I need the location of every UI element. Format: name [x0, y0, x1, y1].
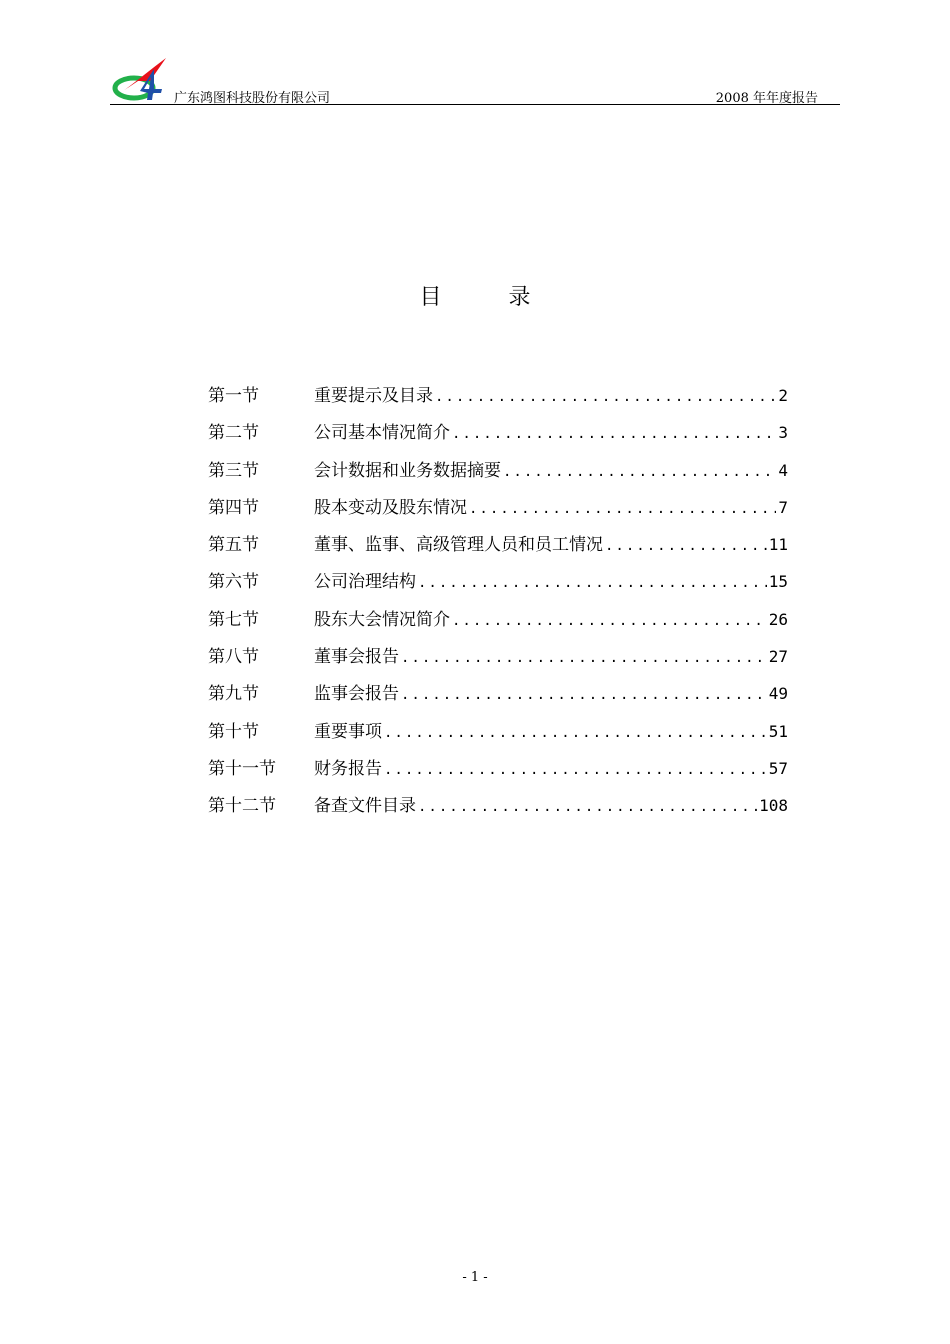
- dot-leader: [435, 389, 776, 405]
- toc-entry[interactable]: [208, 530, 788, 567]
- toc-page-number: 27: [768, 647, 788, 667]
- toc-section-title: 公司基本情况简介: [314, 423, 450, 444]
- toc-entry[interactable]: [208, 754, 788, 791]
- toc-heading: 目 录: [419, 285, 561, 310]
- dot-leader: [418, 799, 757, 815]
- toc-page-number: 2: [778, 386, 788, 405]
- page-number: - 1 -: [462, 1270, 488, 1285]
- toc-section-number: 第六节: [208, 572, 259, 593]
- toc-page-number: 4: [778, 460, 788, 480]
- toc-page-number: 11: [768, 535, 788, 555]
- toc-section-number: 第五节: [208, 535, 259, 556]
- toc-section-number: 第十二节: [208, 796, 276, 817]
- toc-page-number: 51: [768, 721, 788, 741]
- toc-section-number: 第十节: [208, 721, 259, 742]
- toc-entry[interactable]: [208, 381, 788, 418]
- toc-section-number: 第七节: [208, 609, 259, 630]
- toc-section-title: 监事会报告: [314, 684, 399, 705]
- toc-section-title: 重要事项: [314, 721, 382, 742]
- dot-leader: [401, 687, 767, 703]
- toc-page-number: 49: [768, 684, 788, 704]
- toc-page-number: 57: [768, 758, 788, 778]
- toc-page-number: 26: [768, 609, 788, 629]
- table-of-contents: [208, 381, 788, 829]
- dot-leader: [384, 762, 767, 778]
- toc-section-title: 股本变动及股东情况: [314, 497, 467, 518]
- toc-section-title: 备查文件目录: [314, 796, 416, 817]
- toc-section-number: 第二节: [208, 423, 259, 444]
- toc-section-number: 第九节: [208, 684, 259, 705]
- company-logo: [110, 55, 172, 103]
- toc-entry[interactable]: [208, 642, 788, 679]
- toc-section-number: 第三节: [208, 460, 259, 481]
- toc-section-number: 第四节: [208, 497, 259, 518]
- toc-entry[interactable]: [208, 567, 788, 604]
- page-header: [110, 55, 840, 105]
- dot-leader: [418, 575, 767, 591]
- dot-leader: [503, 464, 776, 480]
- toc-section-title: 股东大会情况简介: [314, 609, 450, 630]
- toc-entry[interactable]: [208, 679, 788, 716]
- toc-entry[interactable]: [208, 717, 788, 754]
- dot-leader: [605, 538, 767, 554]
- toc-section-title: 会计数据和业务数据摘要: [314, 460, 501, 481]
- toc-section-number: 第八节: [208, 647, 259, 668]
- toc-page-number: 15: [768, 572, 788, 592]
- toc-section-title: 董事会报告: [314, 647, 399, 668]
- toc-section-number: 第十一节: [208, 758, 276, 779]
- report-title: 2008 年年度报告: [715, 91, 818, 106]
- toc-entry[interactable]: [208, 791, 788, 828]
- toc-entry[interactable]: [208, 605, 788, 642]
- dot-leader: [452, 613, 767, 629]
- toc-page-number: 108: [759, 796, 788, 816]
- toc-section-number: 第一节: [208, 386, 259, 406]
- dot-leader: [469, 501, 776, 517]
- toc-section-title: 重要提示及目录: [314, 386, 433, 406]
- toc-page-number: 7: [778, 497, 788, 517]
- dot-leader: [401, 650, 767, 666]
- toc-entry[interactable]: [208, 493, 788, 530]
- dot-leader: [452, 426, 776, 442]
- toc-section-title: 公司治理结构: [314, 572, 416, 593]
- header-divider: [110, 104, 840, 105]
- toc-entry[interactable]: [208, 456, 788, 493]
- toc-section-title: 财务报告: [314, 758, 382, 779]
- toc-section-title: 董事、监事、高级管理人员和员工情况: [314, 535, 603, 556]
- toc-entry[interactable]: [208, 418, 788, 455]
- toc-page-number: 3: [778, 423, 788, 443]
- company-name: 广东鸿图科技股份有限公司: [174, 91, 331, 106]
- dot-leader: [384, 725, 767, 741]
